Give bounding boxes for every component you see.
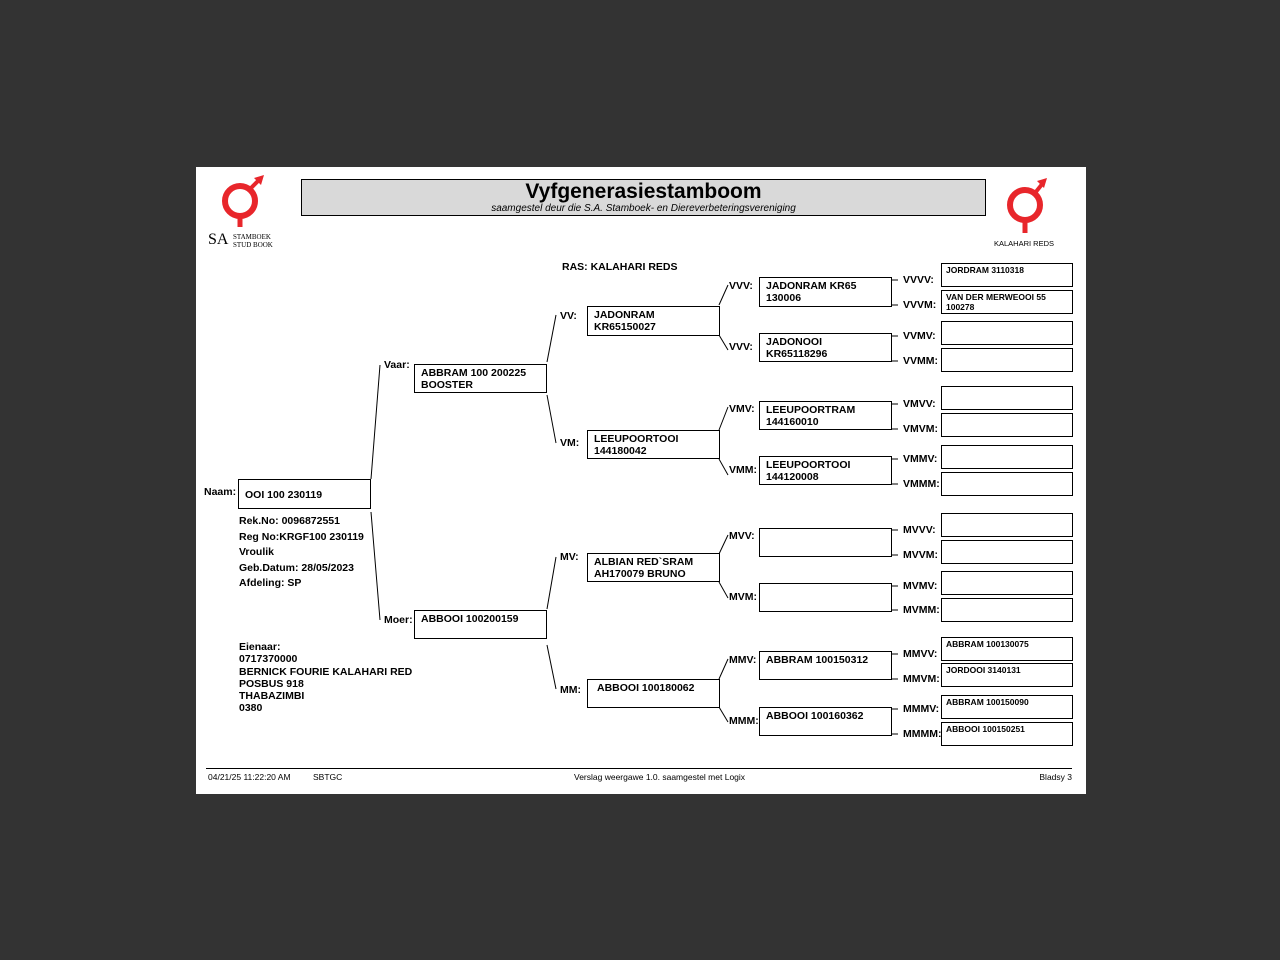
mv-line-1: ALBIAN RED`SRAM — [594, 556, 694, 568]
mvvm-box — [941, 540, 1073, 564]
owner-line-1: 0717370000 — [239, 653, 298, 666]
vvvv-line-1: JORDRAM 3110318 — [946, 265, 1024, 275]
vmmv-box — [941, 445, 1073, 469]
mv-label: MV: — [560, 551, 579, 563]
mm-box — [587, 679, 720, 708]
animal-info — [239, 514, 364, 592]
owner-line-5: 0380 — [239, 702, 263, 715]
footer-divider — [206, 768, 1072, 769]
sire-label: Vaar: — [384, 359, 410, 371]
owner-line-2: BERNICK FOURIE KALAHARI RED — [239, 665, 413, 678]
vvvm-line-2: 100278 — [946, 302, 975, 312]
owner-label: Eienaar: — [239, 641, 281, 653]
vmmm-box — [941, 472, 1073, 496]
mvmv-label: MVMV: — [903, 580, 938, 592]
vv-line-2: KR65150027 — [594, 321, 656, 333]
kalahari-reds-logo — [991, 175, 1071, 251]
mmvm-label: MMVM: — [903, 673, 940, 685]
owner-info — [239, 641, 412, 715]
mmvm-line-1: JORDOOI 3140131 — [946, 665, 1021, 675]
mmmm-label: MMMM: — [903, 728, 942, 740]
vvv-line-1: JADONRAM KR65 — [766, 280, 857, 292]
animal-name-box — [238, 479, 371, 509]
sire-line-2: BOOSTER — [421, 379, 473, 391]
animal-sex: Vroulik — [239, 546, 275, 558]
footer-version: Verslag weergawe 1.0. saamgestel met Logix — [574, 772, 746, 782]
mvvv-label: MVVV: — [903, 524, 936, 536]
owner-line-4: THABAZIMBI — [239, 690, 305, 703]
mmvv-line-1: ABBRAM 100130075 — [946, 639, 1029, 649]
mmvm-box — [941, 663, 1073, 687]
vmv-line-1: LEEUPOORTRAM — [766, 404, 856, 416]
vm-line-1: LEEUPOORTOOI — [594, 433, 679, 445]
mv-line-2: AH170079 BRUNO — [594, 568, 686, 580]
mmmv-label: MMMV: — [903, 703, 940, 715]
dam-line-1: ABBOOI 100200159 — [421, 613, 519, 625]
vvm-line-1: JADONOOI — [766, 336, 823, 348]
mmmm-line-1: ABBOOI 100150251 — [946, 724, 1025, 734]
animal-birth-date: Geb.Datum: 28/05/2023 — [239, 561, 354, 574]
mvmm-box — [941, 598, 1073, 622]
vmvv-label: VMVV: — [903, 398, 936, 410]
vv-line-1: JADONRAM — [594, 309, 655, 321]
title-box — [301, 179, 986, 216]
vvvv-label: VVVV: — [903, 274, 934, 286]
page-title: Vyfgenerasiestamboom — [525, 180, 762, 203]
dam-box — [414, 610, 547, 639]
mm-label: MM: — [560, 684, 581, 696]
mm-line-1: ABBOOI 100180062 — [597, 682, 695, 694]
vv-label: VV: — [560, 310, 577, 322]
pedigree-certificate — [196, 167, 1086, 794]
mvv-box — [759, 528, 892, 557]
mmmv-box — [941, 695, 1073, 719]
mvmv-box — [941, 571, 1073, 595]
mvv-label: MVV: — [729, 530, 755, 542]
vmv-box — [759, 401, 892, 430]
vvvv-box — [941, 263, 1073, 287]
page-subtitle: saamgestel deur die S.A. Stamboek- en Diereverbeteringsvereniging — [491, 203, 796, 214]
kalahari-logo-text: KALAHARI REDS — [994, 239, 1055, 248]
vmm-line-1: LEEUPOORTOOI — [766, 459, 851, 471]
animal-reg-no: Reg No:KRGF100 230119 — [239, 530, 364, 543]
vmvv-box — [941, 386, 1073, 410]
vmm-box — [759, 456, 892, 485]
vvv-line-2: 130006 — [766, 292, 802, 304]
mmv-line-1: ABBRAM 100150312 — [766, 654, 869, 666]
vvm-line-2: KR65118296 — [766, 348, 828, 360]
sa-logo-line2: STUD BOOK — [233, 241, 273, 249]
sire-line-1: ABBRAM 100 200225 — [421, 367, 527, 379]
sire-box — [414, 364, 547, 393]
vmv-line-2: 144160010 — [766, 416, 819, 428]
vmmm-label: VMMM: — [903, 478, 940, 490]
footer-page: Bladsy 3 — [1039, 772, 1072, 782]
vmmv-label: VMMV: — [903, 453, 938, 465]
vvvm-box — [941, 290, 1073, 314]
vv-box — [587, 306, 720, 336]
vmvm-label: VMVM: — [903, 423, 938, 435]
sa-logo-line1: STAMBOEK — [233, 233, 271, 241]
vvmv-label: VVMV: — [903, 330, 936, 342]
mvm-box — [759, 583, 892, 612]
animal-name-label: Naam: — [204, 486, 237, 498]
animal-name: OOI 100 230119 — [245, 489, 323, 501]
mmvv-label: MMVV: — [903, 648, 938, 660]
vvmm-box — [941, 348, 1073, 372]
vmvm-box — [941, 413, 1073, 437]
mvm-label: MVM: — [729, 591, 757, 603]
vvv-label: VVV: — [729, 280, 753, 292]
vm-label: VM: — [560, 437, 580, 449]
mmv-label: MMV: — [729, 654, 757, 666]
mmm-label: MMM: — [729, 715, 759, 727]
mmm-line-1: ABBOOI 100160362 — [766, 710, 864, 722]
footer-datetime: 04/21/25 11:22:20 AM — [208, 772, 291, 782]
vvvm-label: VVVM: — [903, 299, 937, 311]
mvvv-box — [941, 513, 1073, 537]
vmm-label: VMM: — [729, 464, 757, 476]
mmmm-box — [941, 722, 1073, 746]
footer-code: SBTGC — [313, 772, 343, 782]
mmm-box — [759, 707, 892, 736]
vvv-box — [759, 277, 892, 307]
mv-box — [587, 553, 720, 582]
vvvm-line-1: VAN DER MERWEOOI 55 — [946, 292, 1046, 302]
mmv-box — [759, 651, 892, 680]
vvmm-label: VVMM: — [903, 355, 938, 367]
vmm-line-2: 144120008 — [766, 471, 819, 483]
vvmv-box — [941, 321, 1073, 345]
owner-line-3: POSBUS 918 — [239, 677, 304, 690]
vvm-label: VVV: — [729, 341, 753, 353]
mmvv-box — [941, 637, 1073, 661]
mvmm-label: MVMM: — [903, 604, 940, 616]
dam-label: Moer: — [384, 614, 413, 626]
vmv-label: VMV: — [729, 403, 755, 415]
mmmv-line-1: ABBRAM 100150090 — [946, 697, 1029, 707]
vvm-box — [759, 333, 892, 362]
vm-line-2: 144180042 — [594, 445, 647, 457]
animal-rek-no: Rek.No: 0096872551 — [239, 515, 340, 527]
breed-label: RAS: KALAHARI REDS — [562, 261, 678, 273]
sa-studbook-logo — [206, 175, 286, 251]
mvvm-label: MVVM: — [903, 549, 938, 561]
animal-section: Afdeling: SP — [239, 577, 302, 589]
sa-logo-text: SA — [208, 231, 229, 248]
vm-box — [587, 430, 720, 459]
